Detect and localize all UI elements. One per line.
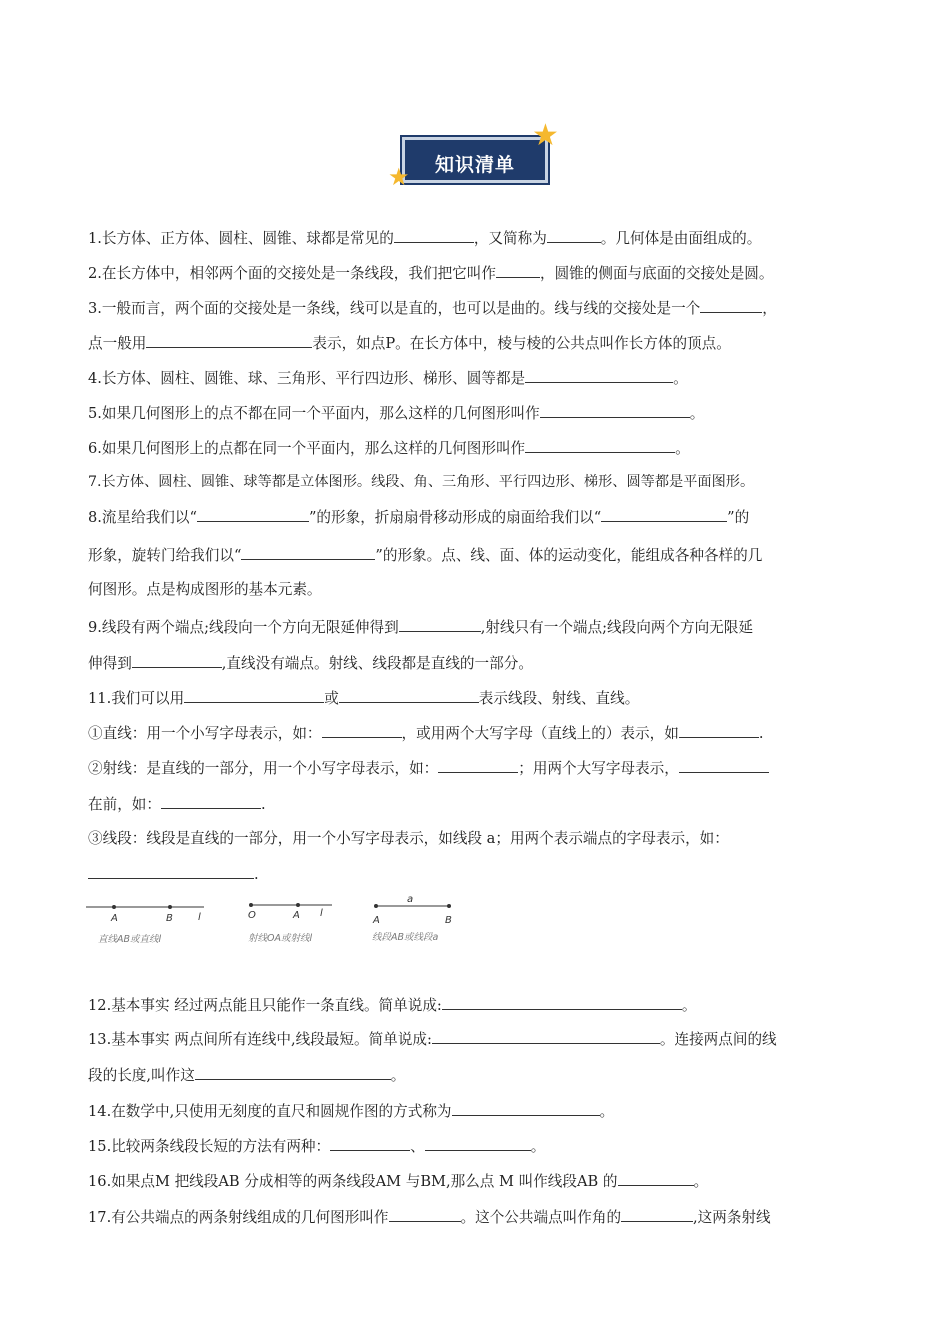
item-13: 13.基本事实 两点间所有连线中,线段最短。简单说成: 。连接两点间的线 [88, 1031, 777, 1048]
item-2: 2.在长方体中，相邻两个面的交接处是一条线段，我们把它叫作 ，圆锥的侧面与底面的交接处是圆。 [88, 265, 774, 282]
answer-blank[interactable] [146, 333, 312, 348]
item-12: 12.基本事实 经过两点能且只能作一条直线。简单说成: 。 [88, 997, 697, 1014]
answer-blank[interactable] [452, 1101, 600, 1116]
item-6: 6.如果几何图形上的点都在同一个平面内，那么这样的几何图形叫作 。 [88, 440, 690, 457]
item-3: 3.一般而言，两个面的交接处是一条线，线可以是直的，也可以是曲的。线与线的交接处是一个 ， [88, 300, 777, 317]
item-4: 4.长方体、圆柱、圆锥、球、三角形、平行四边形、梯形、圆等都是 。 [88, 370, 688, 387]
answer-blank[interactable] [679, 758, 769, 773]
answer-blank[interactable] [525, 438, 675, 453]
answer-blank[interactable] [197, 507, 309, 522]
item-14: 14.在数学中,只使用无刻度的直尺和圆规作图的方式称为 。 [88, 1103, 615, 1120]
segment-name: a [407, 896, 414, 905]
answer-blank[interactable] [621, 1207, 693, 1222]
line-name: l [198, 912, 201, 923]
answer-blank[interactable] [525, 368, 673, 383]
answer-blank[interactable] [425, 1136, 531, 1151]
item-11-line: ①直线：用一个小写字母表示，如： ，或用两个大写字母（直线上的）表示，如 . [88, 725, 764, 742]
answer-blank[interactable] [601, 507, 727, 522]
item-11-segment-cont: . [88, 864, 259, 885]
item-11-ray-cont: 在前，如： . [88, 796, 266, 813]
item-15: 15.比较两条线段长短的方法有两种： 、 。 [88, 1138, 546, 1155]
segment-point-b: B [445, 915, 452, 926]
answer-blank[interactable] [540, 403, 690, 418]
answer-blank[interactable] [330, 1136, 410, 1151]
line-caption: 直线AB或直线l [98, 934, 162, 945]
answer-blank[interactable] [339, 688, 479, 703]
item-3-cont: 点一般用 表示，如点P。在长方体中，棱与棱的公共点叫作长方体的顶点。 [88, 335, 731, 352]
item-1: 1.长方体、正方体、圆柱、圆锥、球都是常见的 ，又简称为 。几何体是由面组成的。 [88, 230, 762, 247]
answer-blank[interactable] [184, 688, 324, 703]
item-8-cont: 形象，旋转门给我们以“ ”的形象。点、线、面、体的运动变化，能组成各种各样的几 [88, 547, 763, 564]
item-16: 16.如果点M 把线段AB 分成相等的两条线段AM 与BM,那么点 M 叫作线段AB 的 。 [88, 1173, 709, 1190]
item-11-segment: ③线段：线段是直线的一部分，用一个小写字母表示，如线段 a；用两个表示端点的字母表示，如： [88, 830, 729, 847]
item-9: 9.线段有两个端点;线段向一个方向无限延伸得到 ,射线只有一个端点;线段向两个方向无限延 [88, 619, 753, 636]
banner-box [402, 137, 548, 183]
answer-blank[interactable] [389, 1207, 461, 1222]
ray-caption: 射线OA或射线l [248, 933, 313, 944]
answer-blank[interactable] [132, 653, 222, 668]
answer-blank[interactable] [394, 228, 474, 243]
item-7: 7.长方体、圆柱、圆锥、球等都是立体图形。线段、角、三角形、平行四边形、梯形、圆等都是平面图形。 [88, 474, 755, 490]
answer-blank[interactable] [241, 545, 375, 560]
answer-blank[interactable] [322, 723, 402, 738]
answer-blank[interactable] [618, 1171, 694, 1186]
section-banner [388, 118, 559, 191]
line-ray-segment-figures [86, 896, 456, 946]
answer-blank[interactable] [399, 617, 481, 632]
item-11-ray: ②射线：是直线的一部分，用一个小写字母表示，如： ；用两个大写字母表示， [88, 758, 769, 779]
item-9-cont: 伸得到 ,直线没有端点。射线、线段都是直线的一部分。 [88, 655, 533, 672]
item-8: 8.流星给我们以“ ”的形象，折扇扇骨移动形成的扇面给我们以“ ”的 [88, 509, 750, 526]
answer-blank[interactable] [700, 298, 762, 313]
line-point-a: A [111, 913, 118, 924]
answer-blank[interactable] [442, 995, 682, 1010]
ray-name: l [320, 908, 323, 919]
answer-blank[interactable] [679, 723, 759, 738]
segment-point-a: A [373, 915, 380, 926]
item-17: 17.有公共端点的两条射线组成的几何图形叫作 。这个公共端点叫作角的 ,这两条射线 [88, 1209, 771, 1226]
item-5: 5.如果几何图形上的点不都在同一个平面内，那么这样的几何图形叫作 。 [88, 405, 705, 422]
star-icon: ★ [532, 118, 559, 153]
item-8-cont2: 何图形。点是构成图形的基本元素。 [88, 581, 322, 598]
answer-blank[interactable] [547, 228, 601, 243]
answer-blank[interactable] [88, 864, 254, 879]
answer-blank[interactable] [195, 1065, 391, 1080]
answer-blank[interactable] [432, 1029, 660, 1044]
answer-blank[interactable] [161, 794, 261, 809]
answer-blank[interactable] [496, 263, 540, 278]
item-13-cont: 段的长度,叫作这 。 [88, 1067, 406, 1084]
star-icon: ★ [388, 163, 410, 191]
item-11: 11.我们可以用 或 表示线段、射线、直线。 [88, 690, 640, 707]
answer-blank[interactable] [438, 758, 518, 773]
banner-title: 知识清单 [434, 154, 515, 176]
ray-point-o: O [248, 910, 256, 921]
line-point-b: B [166, 913, 173, 924]
segment-caption: 线段AB或线段a [372, 932, 439, 943]
ray-point-a: A [293, 910, 300, 921]
